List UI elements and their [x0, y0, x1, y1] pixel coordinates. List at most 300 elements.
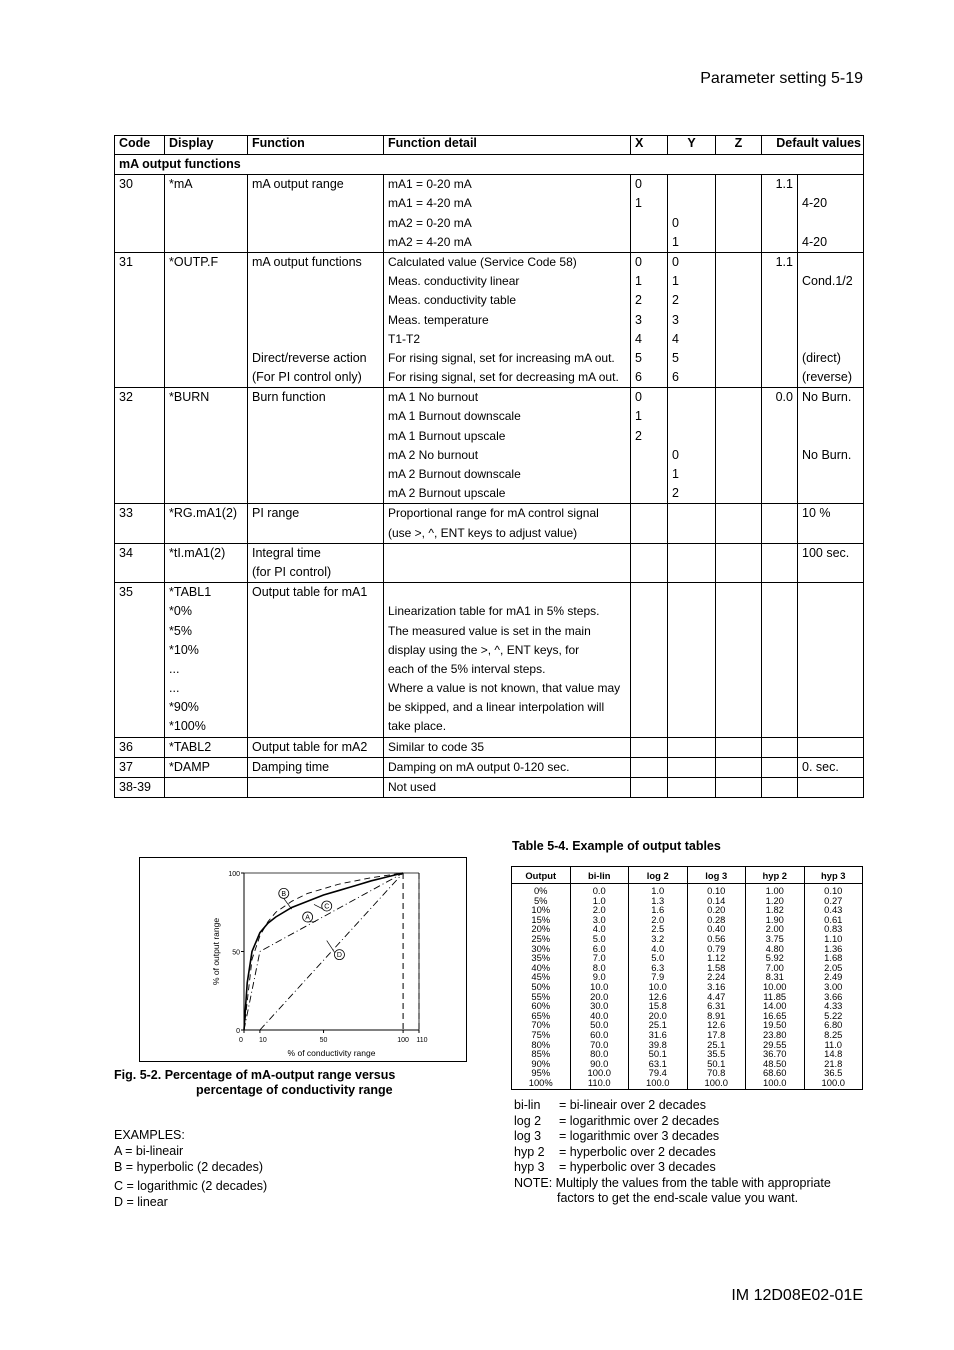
- output-value: 14.00: [763, 1000, 787, 1012]
- code-cell: [115, 543, 165, 582]
- output-value: 20%: [531, 923, 551, 935]
- example-item: B = hyperbolic (2 decades): [114, 1160, 264, 1174]
- cell-line: 2: [635, 428, 642, 443]
- legend-item: [514, 1129, 831, 1145]
- detail-cell: [384, 778, 631, 798]
- output-value: 90.0: [590, 1057, 609, 1069]
- figure-caption: [114, 1068, 395, 1098]
- default-num-cell: [762, 504, 798, 543]
- legend-key: hyp 3: [514, 1160, 545, 1174]
- cell-line: [672, 758, 711, 777]
- cell-line: 2: [635, 293, 642, 308]
- output-value: 68.60: [763, 1067, 787, 1079]
- legend-key: hyp 2: [514, 1144, 545, 1159]
- output-value: 3.2: [651, 932, 665, 944]
- cell-line: 4: [672, 331, 679, 346]
- cell-line: [802, 253, 859, 272]
- default-num-cell: [762, 252, 798, 387]
- x-tick-label: 100: [397, 1037, 409, 1044]
- examples-block: [114, 1127, 267, 1210]
- output-value: 1.82: [765, 904, 784, 916]
- output-value: 0.10: [707, 885, 726, 896]
- output-value: 100.0: [587, 1067, 611, 1079]
- z-cell: [716, 543, 762, 582]
- code-cell: [115, 504, 165, 543]
- function-cell: [248, 175, 384, 253]
- output-value: 2.49: [824, 971, 843, 983]
- output-value: 1.58: [707, 961, 726, 973]
- cell-line: [802, 427, 859, 446]
- cell-line: [252, 778, 379, 797]
- cell-line: 0.0: [775, 390, 793, 405]
- output-value: 1.90: [765, 913, 784, 925]
- output-value: 100%: [528, 1076, 553, 1088]
- x-tick-label: 110: [416, 1037, 428, 1044]
- output-value: 1.68: [824, 952, 843, 964]
- cell-line: [388, 544, 626, 563]
- cell-line: [635, 233, 663, 252]
- cell-line: ...: [169, 681, 180, 696]
- y-tick-label: 50: [232, 949, 240, 957]
- output-value: 60.0: [590, 1028, 609, 1040]
- col-header: hyp 2: [746, 867, 805, 884]
- cell-line: be skipped, and a linear interpolation will: [388, 700, 605, 715]
- series-line-c: [244, 873, 403, 1030]
- code-cell: [115, 757, 165, 777]
- examples-title: EXAMPLES:: [114, 1128, 185, 1142]
- cell-line: [635, 778, 663, 797]
- cell-line: [802, 465, 859, 484]
- cell-line: mA 1 No burnout: [388, 390, 479, 405]
- output-value: 90%: [531, 1057, 551, 1069]
- output-value: 5.0: [592, 932, 606, 944]
- y-tick-label: 0: [236, 1028, 240, 1035]
- cell-line: *10%: [169, 642, 199, 657]
- x-cell: [631, 778, 668, 798]
- y-axis-label: % of output range: [211, 917, 221, 986]
- legend-note-cont: factors to get the end-scale value you want.: [557, 1191, 799, 1205]
- cell-line: 1.1: [775, 254, 793, 269]
- example-item: C = logarithmic (2 decades): [114, 1179, 268, 1193]
- col-header: Default values: [762, 136, 864, 155]
- output-value: 45%: [531, 971, 551, 983]
- table-row: [115, 543, 864, 582]
- cell-line: Output table for mA1: [252, 585, 368, 600]
- cell-line: 37: [119, 759, 133, 774]
- function-cell: [248, 778, 384, 798]
- cell-line: 1: [635, 196, 642, 211]
- output-value: 9.0: [592, 971, 606, 983]
- marker-label: C: [324, 903, 330, 911]
- cell-line: 0: [635, 177, 642, 192]
- output-value: 1.6: [651, 904, 665, 916]
- cell-line: Output table for mA2: [252, 739, 368, 754]
- x-cell: [631, 737, 668, 757]
- default-num-cell: [762, 778, 798, 798]
- output-table-header: [512, 867, 863, 884]
- cell-line: *5%: [169, 623, 192, 638]
- output-value: 8.25: [824, 1028, 843, 1040]
- z-cell: [716, 757, 762, 777]
- cell-line: [672, 194, 711, 213]
- output-value: 0.20: [707, 904, 726, 916]
- output-value: 10%: [531, 904, 551, 916]
- output-value: 14.8: [824, 1048, 843, 1060]
- y-cell: [668, 583, 716, 738]
- cell-line: Damping time: [252, 759, 330, 774]
- cell-line: Linearization table for mA1 in 5% steps.: [388, 604, 600, 619]
- legend-item: [514, 1145, 831, 1161]
- display-cell: [165, 175, 248, 253]
- z-cell: [716, 504, 762, 543]
- cell-line: 2: [672, 293, 679, 308]
- cell-line: 1: [635, 274, 642, 289]
- cell-line: 3: [635, 312, 642, 327]
- output-column: [746, 884, 805, 1090]
- output-value: 8.31: [765, 971, 784, 983]
- cell-line: 3: [672, 312, 679, 327]
- default-cell: [798, 778, 864, 798]
- function-cell: [248, 388, 384, 504]
- output-value: 48.50: [763, 1057, 787, 1069]
- output-value: 80%: [531, 1038, 551, 1050]
- cell-line: 4: [635, 331, 642, 346]
- output-value: 15%: [531, 913, 551, 925]
- cell-line: 33: [119, 506, 133, 521]
- code-cell: [115, 737, 165, 757]
- output-value: 10.0: [590, 980, 609, 992]
- output-value: 0.61: [824, 913, 843, 925]
- table-row: [115, 388, 864, 504]
- legend-desc: = bi-lineair over 2 decades: [559, 1098, 706, 1112]
- output-value: 6.3: [651, 961, 665, 973]
- y-tick-label: 100: [228, 871, 240, 878]
- output-value: 8.0: [592, 961, 606, 973]
- default-cell: [798, 252, 864, 387]
- cell-line: *DAMP: [169, 759, 210, 774]
- cell-line: [802, 778, 859, 797]
- marker-leader: [284, 898, 292, 909]
- output-value: 5.0: [651, 952, 665, 964]
- output-value: 3.75: [765, 932, 784, 944]
- x-cell: [631, 504, 668, 543]
- z-cell: [716, 388, 762, 504]
- output-value: 5%: [533, 894, 548, 906]
- cell-line: [252, 311, 379, 330]
- cell-line: (reverse): [802, 370, 853, 385]
- col-header: log 2: [629, 867, 688, 884]
- output-column: [629, 884, 688, 1090]
- output-value: 60%: [531, 1000, 551, 1012]
- cell-line: each of the 5% interval steps.: [388, 661, 546, 676]
- cell-line: (use >, ^, ENT keys to adjust value): [388, 525, 578, 540]
- cell-line: mA 2 No burnout: [388, 447, 479, 462]
- table-row: [115, 504, 864, 543]
- y-cell: [668, 778, 716, 798]
- output-value: 70%: [531, 1019, 551, 1031]
- output-value: 63.1: [648, 1057, 667, 1069]
- col-header: Output: [512, 867, 571, 884]
- cell-line: Damping on mA output 0-120 sec.: [388, 759, 570, 774]
- cell-line: [672, 583, 711, 602]
- output-value: 100.0: [763, 1076, 787, 1088]
- col-header: X: [631, 136, 668, 155]
- cell-line: [802, 330, 859, 349]
- code-cell: [115, 252, 165, 387]
- function-cell: [248, 543, 384, 582]
- cell-line: [635, 758, 663, 777]
- default-cell: [798, 757, 864, 777]
- cell-line: [720, 738, 757, 757]
- output-table: [511, 866, 863, 1090]
- output-value: 2.5: [651, 923, 665, 935]
- output-value: 7.00: [765, 961, 784, 973]
- output-value: 7.0: [592, 952, 606, 964]
- display-cell: [165, 252, 248, 387]
- output-value: 12.6: [707, 1019, 726, 1031]
- cell-line: PI range: [252, 506, 300, 521]
- output-value: 1.10: [824, 932, 843, 944]
- function-cell: [248, 252, 384, 387]
- output-value: 25%: [531, 932, 551, 944]
- output-table-body: [512, 884, 863, 1090]
- output-value: 0.56: [707, 932, 726, 944]
- output-value: 4.33: [824, 1000, 843, 1012]
- cell-line: [672, 544, 711, 563]
- cell-line: 2: [672, 486, 679, 501]
- page-footer: IM 12D08E02-01E: [731, 1287, 863, 1304]
- output-value: 3.00: [824, 980, 843, 992]
- cell-line: *BURN: [169, 390, 210, 405]
- code-cell: [115, 778, 165, 798]
- display-cell: [165, 543, 248, 582]
- col-header: Function detail: [384, 136, 631, 155]
- cell-line: [720, 583, 757, 602]
- cell-line: mA2 = 4-20 mA: [388, 234, 472, 249]
- example-item: D = linear: [114, 1195, 168, 1209]
- output-value: 75%: [531, 1028, 551, 1040]
- cell-line: 0: [672, 447, 679, 462]
- default-cell: [798, 388, 864, 504]
- cell-line: 1: [672, 467, 679, 482]
- cell-line: [672, 778, 711, 797]
- cell-line: Similar to code 35: [388, 739, 485, 754]
- output-value: 65%: [531, 1009, 551, 1021]
- col-header: Code: [115, 136, 165, 155]
- cell-line: 36: [119, 739, 133, 754]
- output-value: 0.10: [824, 885, 843, 896]
- cell-line: [635, 214, 663, 233]
- output-value: 0.79: [707, 942, 726, 954]
- display-cell: [165, 388, 248, 504]
- col-header: Function: [248, 136, 384, 155]
- output-value: 0.43: [824, 904, 843, 916]
- detail-cell: [384, 175, 631, 253]
- output-value: 3.16: [707, 980, 726, 992]
- y-cell: [668, 757, 716, 777]
- cell-line: mA output range: [252, 177, 344, 192]
- cell-line: Meas. conductivity linear: [388, 274, 520, 289]
- output-column: [512, 884, 571, 1090]
- z-cell: [716, 252, 762, 387]
- cell-line: [635, 484, 663, 503]
- cell-line: Proportional range for mA control signal: [388, 506, 599, 521]
- page-header: Parameter setting 5-19: [700, 70, 863, 87]
- function-cell: [248, 737, 384, 757]
- col-header: Y: [668, 136, 716, 155]
- cell-line: [766, 504, 793, 523]
- output-value: 35.5: [707, 1048, 726, 1060]
- code-cell: [115, 388, 165, 504]
- output-value: 36.70: [763, 1048, 787, 1060]
- cell-line: [766, 738, 793, 757]
- cell-line: Direct/reverse action: [252, 350, 367, 365]
- legend-key: bi-lin: [514, 1098, 541, 1112]
- cell-line: No Burn.: [802, 447, 852, 462]
- output-value: 4.0: [651, 942, 665, 954]
- output-value: 25.1: [707, 1038, 726, 1050]
- marker-label: A: [305, 914, 310, 922]
- output-value: 4.47: [707, 990, 726, 1002]
- cell-line: 10 %: [802, 506, 831, 521]
- cell-line: *TABL2: [169, 739, 212, 754]
- display-cell: [165, 737, 248, 757]
- col-header: log 3: [687, 867, 746, 884]
- function-cell: [248, 583, 384, 738]
- cell-line: 4-20: [802, 196, 828, 211]
- output-value: 1.0: [651, 885, 665, 896]
- marker-label: B: [281, 890, 287, 898]
- cell-line: [802, 214, 859, 233]
- output-value: 1.00: [765, 885, 784, 896]
- cell-line: Not used: [388, 780, 437, 795]
- output-value: 2.00: [765, 923, 784, 935]
- output-value: 17.8: [707, 1028, 726, 1040]
- output-value: 0.40: [707, 923, 726, 935]
- output-value: 6.0: [592, 942, 606, 954]
- output-value: 0.28: [707, 913, 726, 925]
- function-cell: [248, 757, 384, 777]
- z-cell: [716, 737, 762, 757]
- output-value: 85%: [531, 1048, 551, 1060]
- output-value: 50%: [531, 980, 551, 992]
- detail-cell: [384, 504, 631, 543]
- y-cell: [668, 252, 716, 387]
- cell-line: [802, 738, 859, 757]
- cell-line: 1: [672, 274, 679, 289]
- legend-key: log 3: [514, 1129, 542, 1143]
- default-num-cell: [762, 175, 798, 253]
- output-value: 6.31: [707, 1000, 726, 1012]
- cell-line: 1.1: [775, 177, 793, 192]
- cell-line: [766, 583, 793, 602]
- cell-line: Integral time: [252, 545, 321, 560]
- cell-line: 1: [672, 234, 679, 249]
- cell-line: [388, 583, 626, 602]
- detail-cell: [384, 583, 631, 738]
- figure-caption-line1: Fig. 5-2. Percentage of mA-output range versus: [114, 1068, 396, 1082]
- cell-line: 0. sec.: [802, 759, 839, 774]
- legend-item: [514, 1098, 831, 1114]
- table-row: [115, 737, 864, 757]
- x-tick-label: 0: [239, 1037, 243, 1044]
- cell-line: mA 2 Burnout upscale: [388, 486, 506, 501]
- cell-line: [252, 330, 379, 349]
- output-value: 39.8: [648, 1038, 667, 1050]
- output-value: 30%: [531, 942, 551, 954]
- cell-line: [802, 484, 859, 503]
- cell-line: [720, 544, 757, 563]
- output-value: 110.0: [587, 1076, 611, 1088]
- output-column: [570, 884, 629, 1090]
- output-value: 2.0: [651, 913, 665, 925]
- output-value: 11.85: [763, 990, 787, 1002]
- output-value: 20.0: [590, 990, 609, 1002]
- cell-line: 5: [672, 350, 679, 365]
- cell-line: *OUTP.F: [169, 254, 219, 269]
- x-tick-label: 50: [319, 1037, 328, 1044]
- detail-cell: [384, 737, 631, 757]
- output-value: 19.50: [763, 1019, 787, 1031]
- cell-line: *0%: [169, 604, 192, 619]
- x-tick-label: 10: [259, 1037, 267, 1044]
- cell-line: For rising signal, set for increasing mA out.: [388, 350, 615, 365]
- parameter-table: [114, 135, 864, 798]
- output-value: 95%: [531, 1067, 551, 1079]
- cell-line: take place.: [388, 719, 447, 734]
- cell-line: 0: [635, 254, 642, 269]
- cell-line: [720, 253, 757, 272]
- output-value: 21.8: [824, 1057, 843, 1069]
- detail-cell: [384, 543, 631, 582]
- output-value: 70.0: [590, 1038, 609, 1050]
- legend-desc: = hyperbolic over 3 decades: [559, 1160, 716, 1174]
- legend-desc: = hyperbolic over 2 decades: [559, 1144, 716, 1159]
- output-value: 0.14: [707, 894, 726, 906]
- output-value: 0.27: [824, 894, 843, 906]
- cell-line: [672, 175, 711, 194]
- cell-line: 31: [119, 254, 133, 269]
- legend-item: [514, 1160, 831, 1176]
- default-num-cell: [762, 543, 798, 582]
- cell-line: [672, 407, 711, 426]
- output-value: 2.24: [707, 971, 726, 983]
- output-value: 50.0: [590, 1019, 609, 1031]
- output-value: 23.80: [763, 1028, 787, 1040]
- x-cell: [631, 757, 668, 777]
- col-header: Z: [716, 136, 762, 155]
- legend-key: log 2: [514, 1113, 542, 1128]
- default-cell: [798, 543, 864, 582]
- cell-line: mA1 = 0-20 mA: [388, 177, 472, 192]
- output-value: 1.36: [824, 942, 843, 954]
- display-cell: [165, 583, 248, 738]
- cell-line: *90%: [169, 700, 199, 715]
- detail-cell: [384, 757, 631, 777]
- cell-line: [766, 758, 793, 777]
- example-item: A = bi-lineair: [114, 1144, 184, 1158]
- cell-line: 0: [635, 390, 642, 405]
- output-value: 10.0: [648, 980, 667, 992]
- cell-line: [720, 758, 757, 777]
- output-value: 11.0: [824, 1038, 843, 1050]
- x-cell: [631, 543, 668, 582]
- y-cell: [668, 737, 716, 757]
- legend-item: [514, 1114, 831, 1130]
- cell-line: 6: [672, 370, 679, 385]
- display-cell: [165, 778, 248, 798]
- table-row: [115, 175, 864, 253]
